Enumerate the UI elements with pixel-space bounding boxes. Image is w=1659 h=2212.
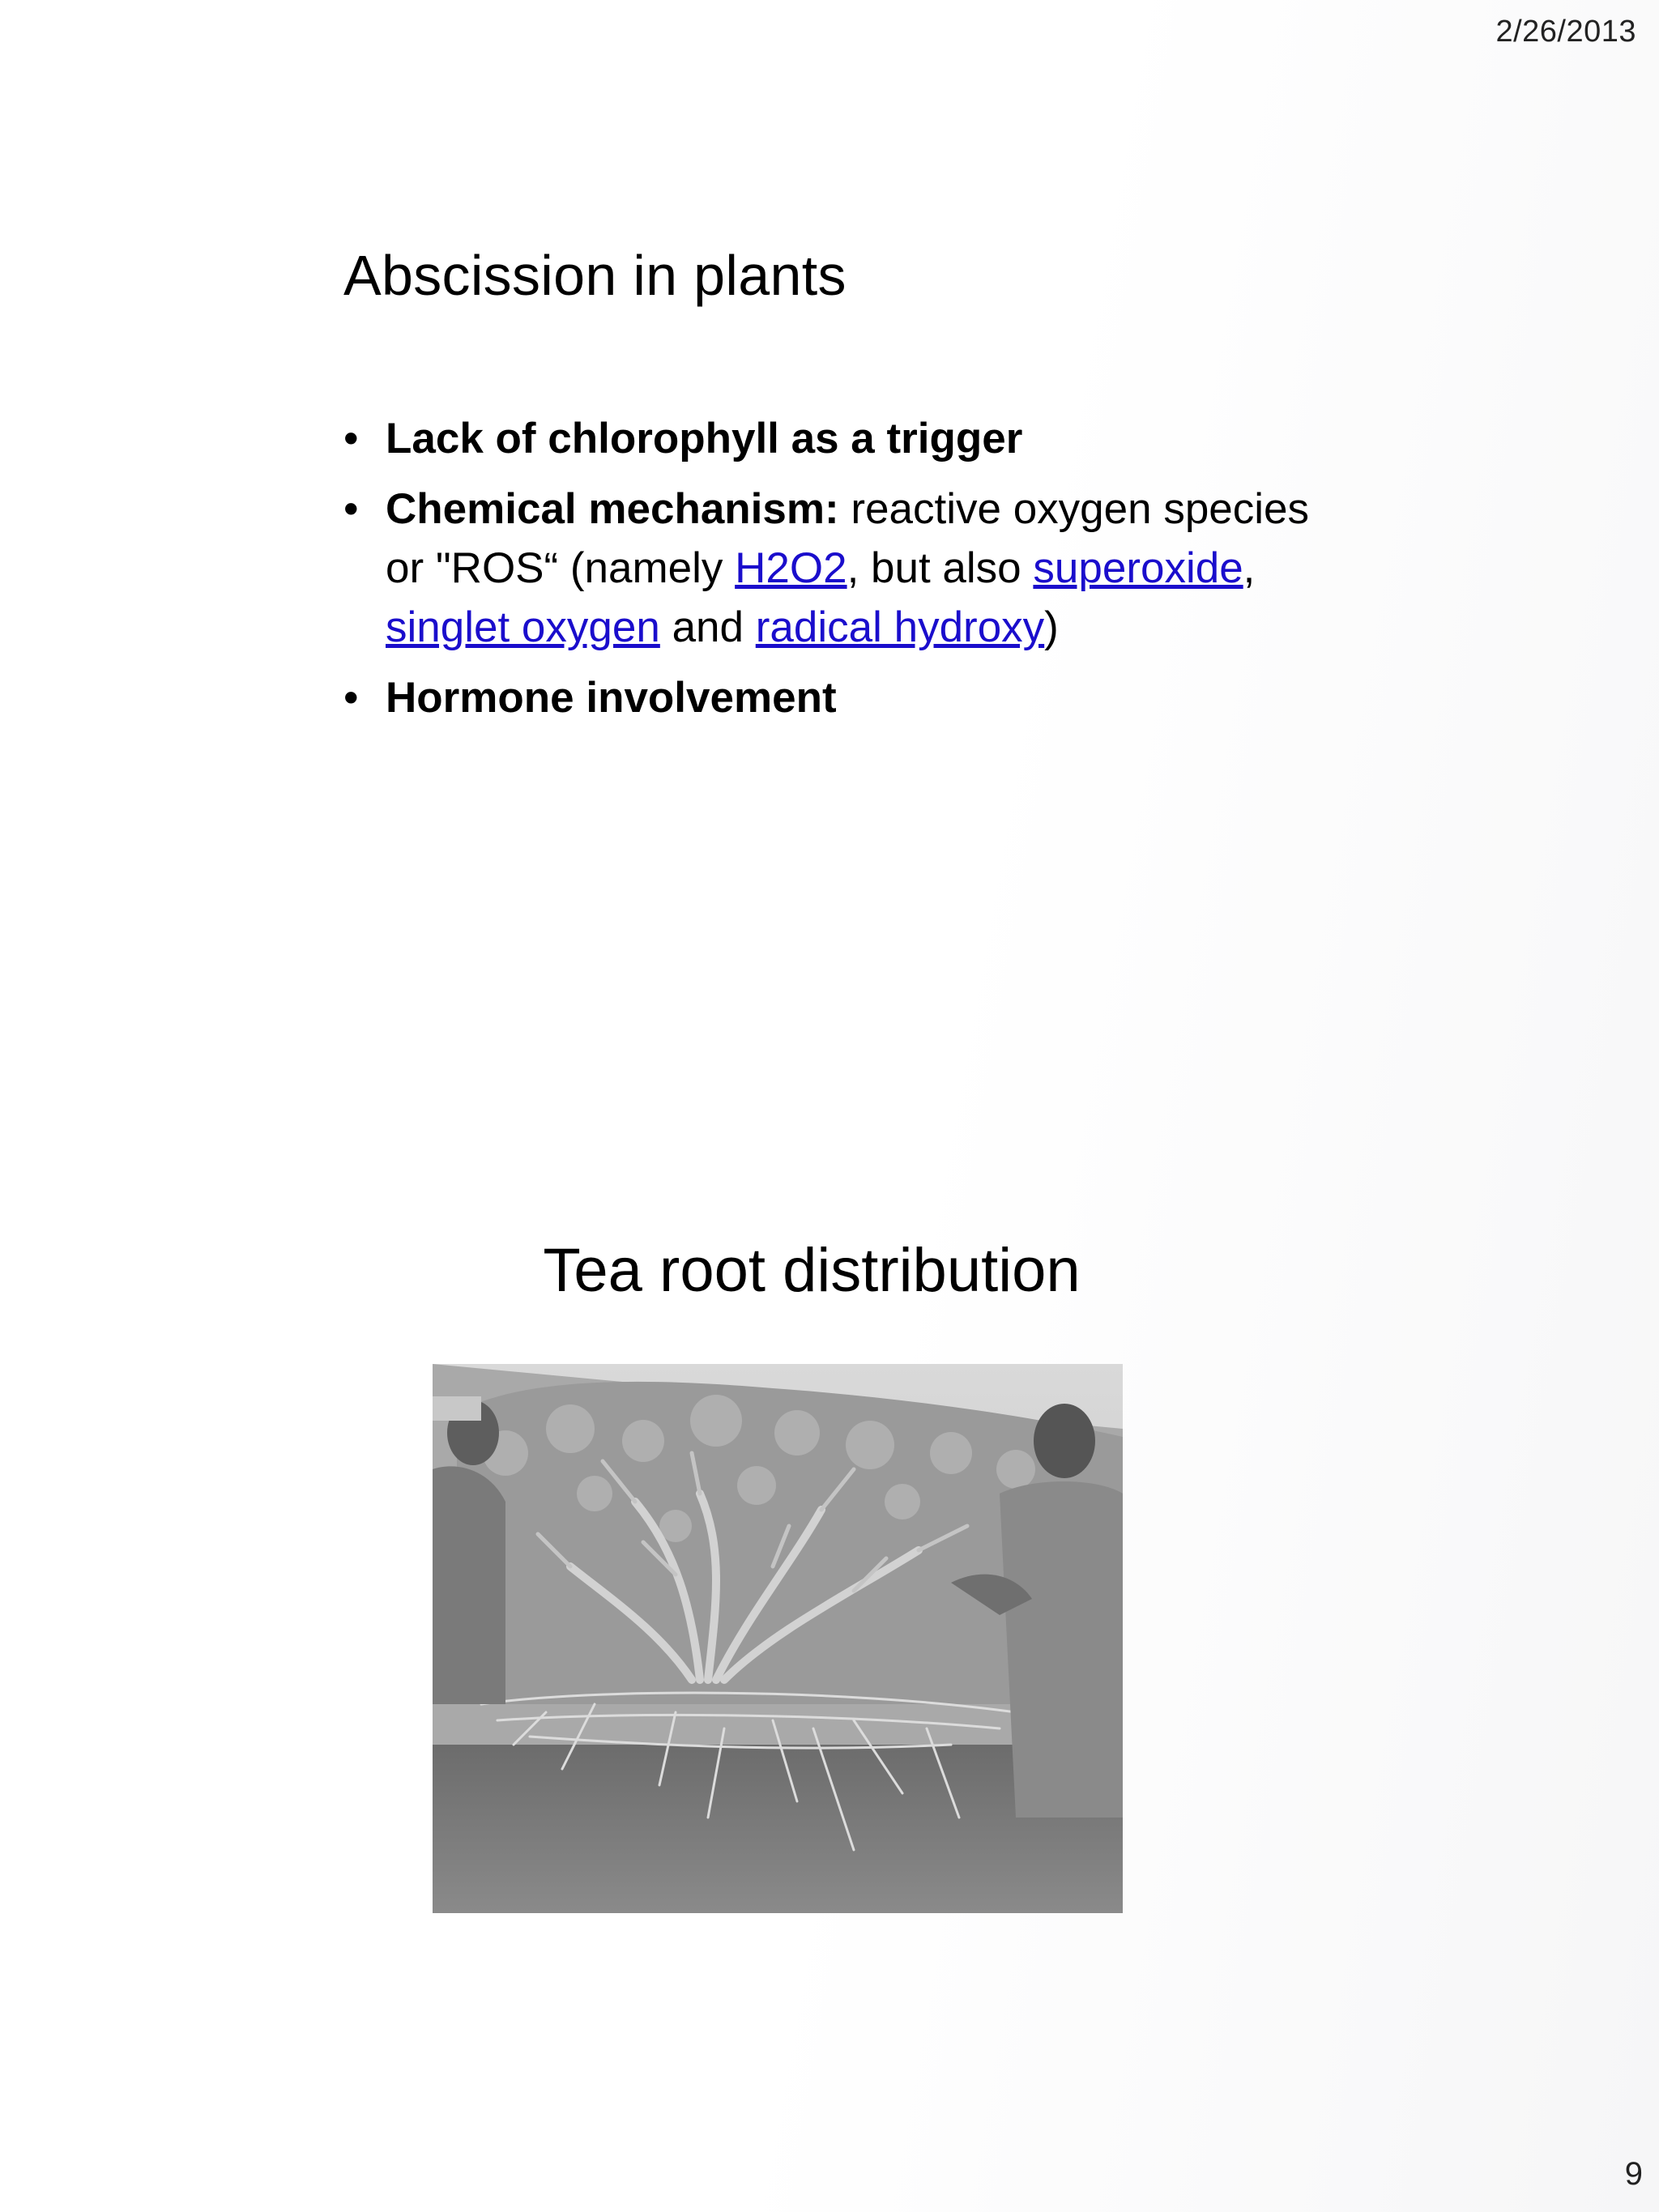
bullet-icon: •	[343, 674, 359, 722]
list-item	[343, 479, 1348, 657]
tea-root-photo	[433, 1364, 1123, 1913]
bullet-text-chlorophyll: Lack of chlorophyll as a trigger	[386, 415, 1023, 462]
bullet-heading-chemical: Chemical mechanism:	[386, 485, 839, 533]
bullet-text: )	[1044, 603, 1059, 651]
link-superoxide[interactable]: superoxide	[1033, 544, 1243, 592]
link-radical-hydroxy[interactable]: radical hydroxy	[755, 603, 1045, 651]
list-item	[343, 668, 1348, 727]
slide-title-text: Tea root distribution	[543, 1236, 1081, 1305]
bullet-text: ,	[1243, 544, 1256, 592]
list-item	[343, 409, 1348, 468]
bullet-text-hormone: Hormone involvement	[386, 674, 837, 722]
bullet-list	[343, 409, 1348, 739]
slide-title-abscission: Abscission in plants	[343, 244, 847, 307]
bullet-icon: •	[343, 485, 359, 533]
link-h2o2[interactable]: H2O2	[735, 544, 847, 592]
link-singlet-oxygen[interactable]: singlet oxygen	[386, 603, 660, 651]
page-number: 9	[1624, 2156, 1643, 2192]
bullet-text: reactive oxygen species or "ROS“ (namely	[386, 485, 1310, 592]
bullet-text: and	[659, 603, 756, 651]
slide-title-tea-root	[0, 1235, 1659, 1306]
print-date: 2/26/2013	[1495, 15, 1636, 49]
bullet-icon: •	[343, 415, 359, 462]
bullet-text: , but also	[847, 544, 1034, 592]
photo-illustration	[433, 1364, 1123, 1913]
